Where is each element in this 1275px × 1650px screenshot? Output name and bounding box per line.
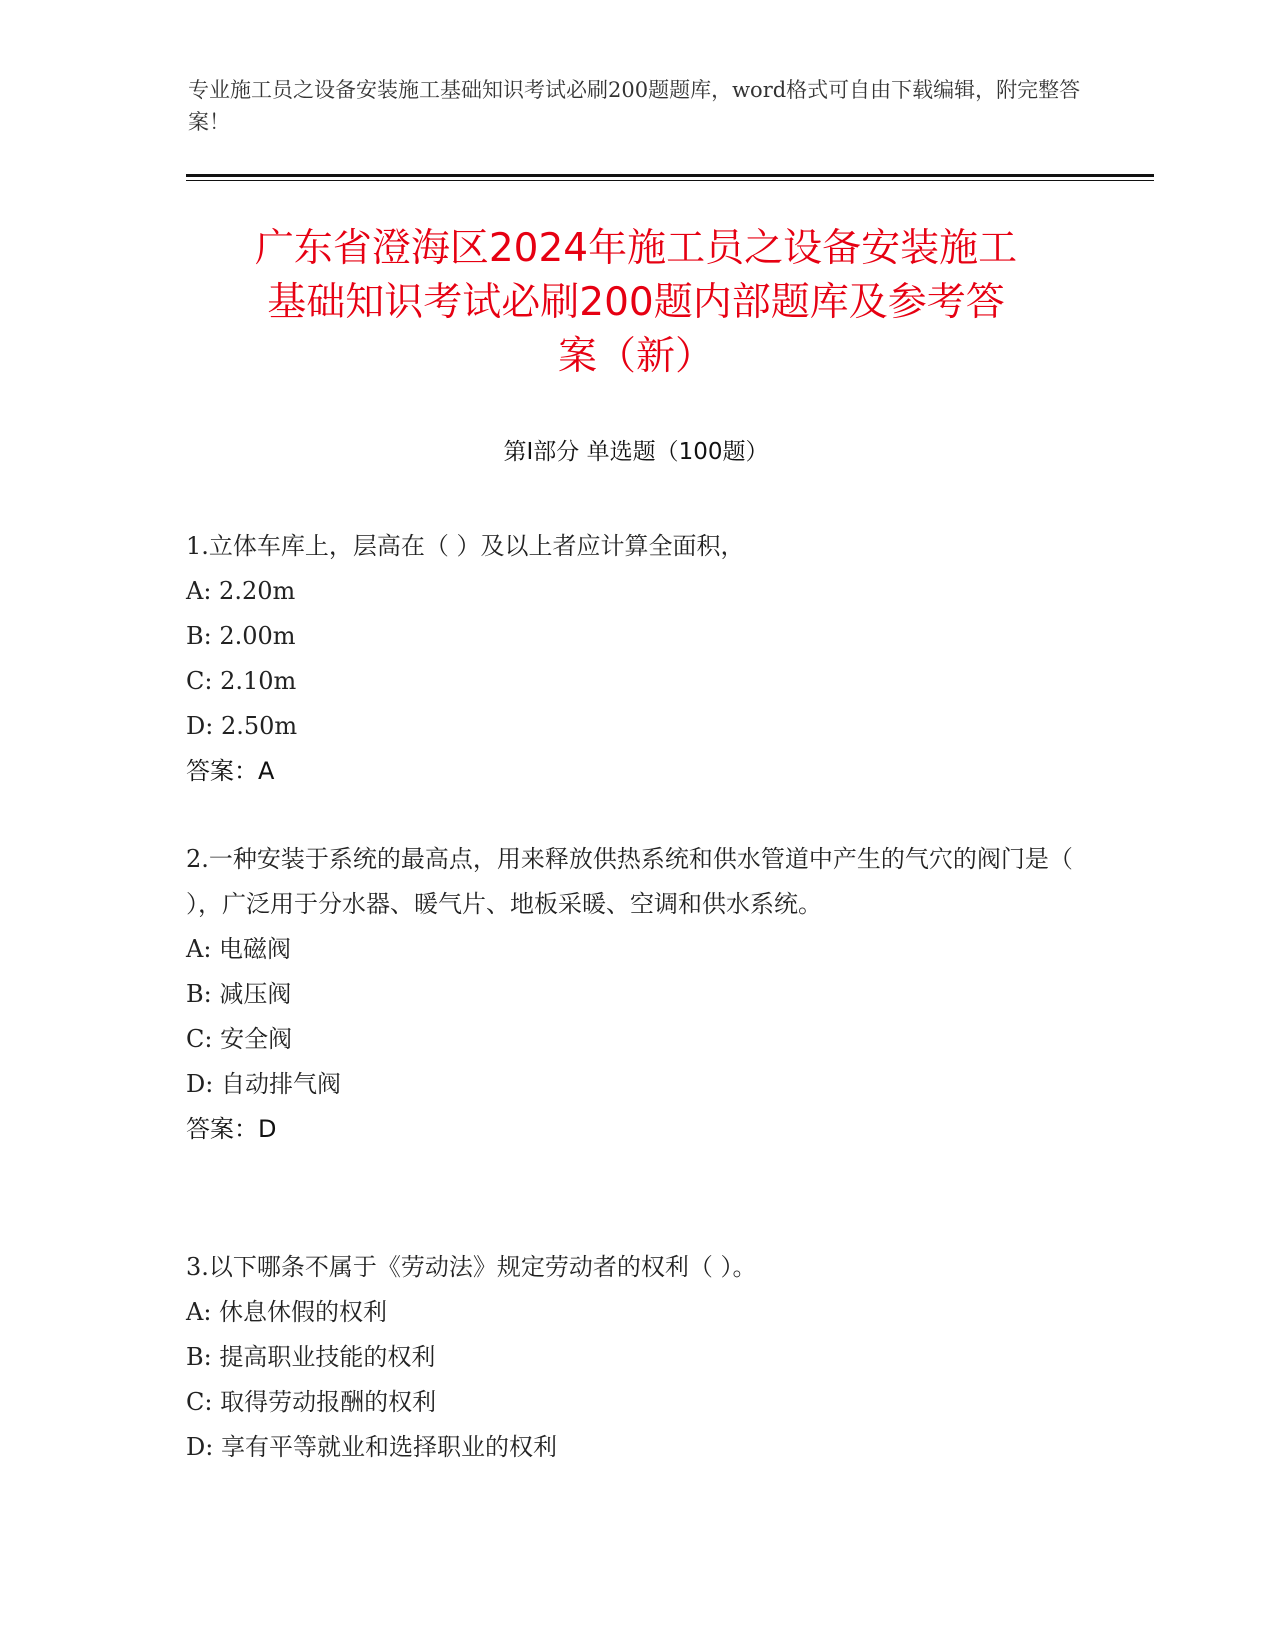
option-a: A: 电磁阀 — [186, 935, 292, 963]
question-item — [186, 524, 1086, 794]
answer-line: 答案：D — [186, 1115, 277, 1143]
document-title — [186, 222, 1086, 384]
header-divider-thin — [186, 180, 1154, 181]
title-line-3: 案（新） — [557, 334, 714, 379]
header-divider-thick — [186, 174, 1154, 177]
option-d: D: 自动排气阀 — [186, 1070, 341, 1098]
section-heading: 第Ⅰ部分 单选题（100题） — [503, 439, 769, 465]
title-line-2: 基础知识考试必刷200题内部题库及参考答 — [267, 280, 1005, 325]
option-d: D: 2.50m — [186, 712, 298, 740]
option-a: A: 休息休假的权利 — [186, 1298, 388, 1326]
question-stem: 3.以下哪条不属于《劳动法》规定劳动者的权利（ ）。 — [186, 1253, 757, 1281]
option-b: B: 2.00m — [186, 622, 296, 650]
option-b: B: 提高职业技能的权利 — [186, 1343, 436, 1371]
option-d: D: 享有平等就业和选择职业的权利 — [186, 1433, 557, 1461]
title-line-1: 广东省澄海区2024年施工员之设备安装施工 — [254, 226, 1018, 271]
option-a: A: 2.20m — [186, 577, 296, 605]
option-c: C: 取得劳动报酬的权利 — [186, 1388, 437, 1416]
question-stem: 2.一种安装于系统的最高点，用来释放供热系统和供水管道中产生的气穴的阀门是（ ），广泛用于分水器、暖气片、地板采暖、空调和供水系统。 — [186, 845, 1073, 918]
option-b: B: 减压阀 — [186, 980, 292, 1008]
answer-line: 答案：A — [186, 757, 275, 785]
option-c: C: 安全阀 — [186, 1025, 293, 1053]
header-note: 专业施工员之设备安装施工基础知识考试必刷200题题库，word格式可自由下载编辑，附完整答案！ — [188, 78, 1081, 134]
question-item — [186, 1245, 1086, 1470]
option-c: C: 2.10m — [186, 667, 297, 695]
question-item — [186, 837, 1086, 1152]
question-stem: 1.立体车库上，层高在（ ）及以上者应计算全面积， — [186, 532, 745, 560]
